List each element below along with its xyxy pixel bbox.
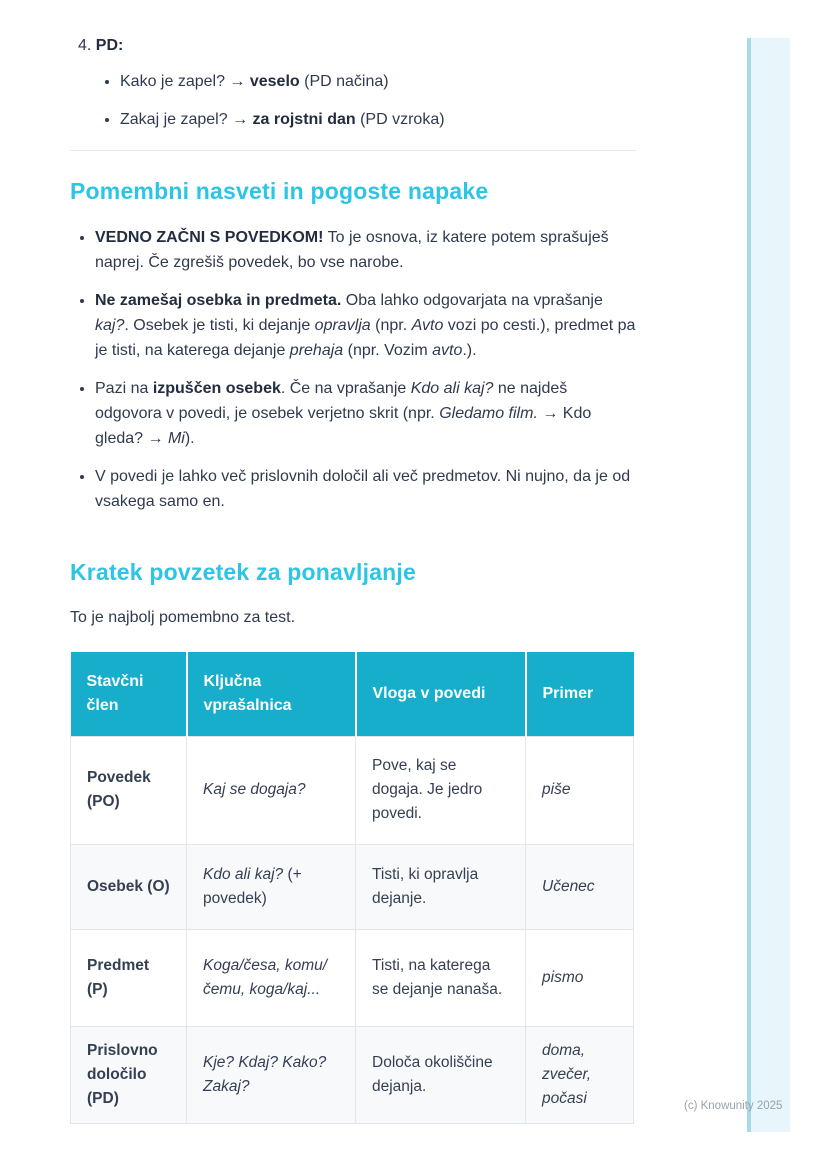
table-row bbox=[71, 929, 634, 1026]
cell-question: Kdo ali kaj? (+ povedek) bbox=[187, 844, 356, 929]
item-number: 4. bbox=[78, 37, 92, 54]
list-item: • Zakaj je zapel? → za rojstni dan (PD vzroka) bbox=[120, 108, 636, 132]
table-row bbox=[71, 736, 634, 844]
cell-member: Osebek (O) bbox=[71, 844, 187, 929]
cell-question: Koga/česa, komu/čemu, koga/kaj... bbox=[187, 929, 356, 1026]
cell-question: Kje? Kdaj? Kako? Zakaj? bbox=[187, 1026, 356, 1123]
summary-heading: Kratek povzetek za ponavljanje bbox=[70, 559, 417, 585]
cell-member: Prislovno določilo (PD) bbox=[71, 1026, 187, 1123]
tips-list bbox=[70, 225, 636, 514]
column-header-member: Stavčni člen bbox=[71, 652, 187, 736]
cell-example: doma, zvečer, počasi bbox=[526, 1026, 634, 1123]
cell-example: piše bbox=[526, 736, 634, 844]
document-content bbox=[70, 0, 636, 1124]
numbered-item-pd bbox=[70, 34, 636, 132]
list-item: • Kako je zapel? → veselo (PD načina) bbox=[120, 70, 636, 94]
cell-role: Pove, kaj se dogaja. Je jedro povedi. bbox=[356, 736, 526, 844]
tips-heading: Pomembni nasveti in pogoste napake bbox=[70, 178, 489, 204]
column-header-example: Primer bbox=[526, 652, 634, 736]
list-item: • V povedi je lahko več prislovnih določil ali več predmetov. Ni nujno, da je od vsakega samo en. bbox=[95, 464, 636, 514]
table-row bbox=[71, 1026, 634, 1123]
cell-member: Povedek (PO) bbox=[71, 736, 187, 844]
summary-note: To je najbolj pomembno za test. bbox=[70, 609, 296, 626]
scroll-indicator[interactable] bbox=[747, 38, 790, 1132]
cell-role: Tisti, na katerega se dejanje nanaša. bbox=[356, 929, 526, 1026]
cell-question: Kaj se dogaja? bbox=[187, 736, 356, 844]
cell-member: Predmet (P) bbox=[71, 929, 187, 1026]
copyright-watermark: (c) Knowunity 2025 bbox=[684, 1100, 783, 1112]
column-header-role: Vloga v povedi bbox=[356, 652, 526, 736]
cell-example: Učenec bbox=[526, 844, 634, 929]
section-divider bbox=[70, 150, 636, 151]
numbered-item-title bbox=[78, 34, 636, 58]
list-item: • Ne zamešaj osebka in predmeta. Oba lahko odgovarjata na vprašanje kaj?. Osebek je tisti, ki dejanje opravlja (npr. Avto vozi po cesti.), predmet pa je tisti, na katerega dejanje prehaja (npr. Vozim avto.). bbox=[95, 288, 636, 363]
item-label: PD: bbox=[95, 37, 124, 54]
pd-example-list bbox=[78, 70, 636, 132]
column-header-question: Ključna vprašalnica bbox=[187, 652, 356, 736]
list-item: • VEDNO ZAČNI S POVEDKOM! To je osnova, iz katere potem sprašuješ naprej. Če zgrešiš povedek, bo vse narobe. bbox=[95, 225, 636, 275]
table-header-row bbox=[71, 652, 634, 736]
list-item: • Pazi na izpuščen osebek. Če na vprašanje Kdo ali kaj? ne najdeš odgovora v povedi, je osebek verjetno skrit (npr. Gledamo film. → Kdo gleda? → Mi). bbox=[95, 376, 636, 451]
cell-role: Tisti, ki opravlja dejanje. bbox=[356, 844, 526, 929]
cell-example: pismo bbox=[526, 929, 634, 1026]
cell-role: Določa okoliščine dejanja. bbox=[356, 1026, 526, 1123]
summary-table bbox=[70, 652, 634, 1124]
table-row bbox=[71, 844, 634, 929]
